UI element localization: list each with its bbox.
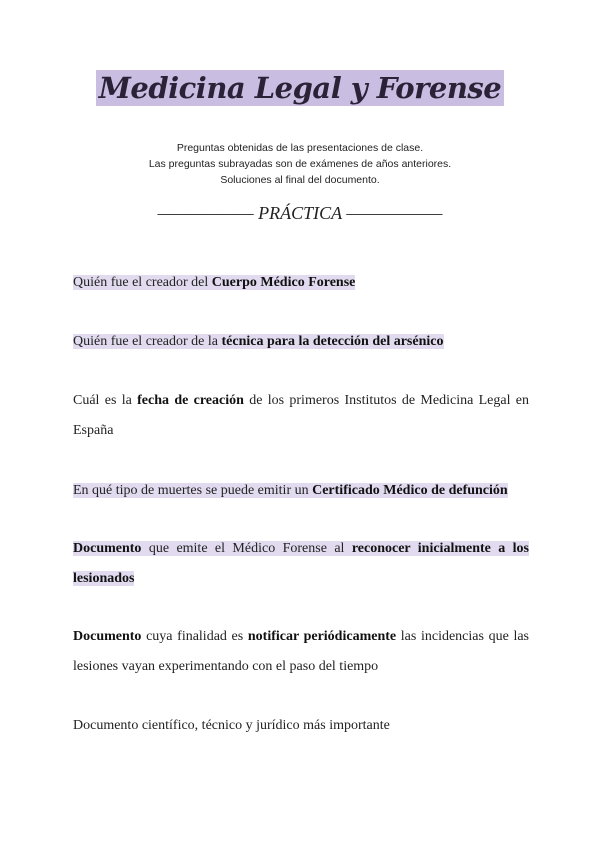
title-block: [0, 70, 600, 106]
question-5-keyword-a: Documento: [73, 541, 142, 556]
intro-line-3: Soluciones al final del documento.: [220, 174, 380, 186]
question-5: [73, 534, 529, 594]
question-7-text: Documento científico, técnico y jurídico más importante: [73, 718, 390, 733]
page-title: Medicina Legal y Forense: [96, 70, 504, 106]
question-3: [73, 386, 529, 446]
intro-line-1: Preguntas obtenidas de las presentaciones de clase.: [176, 142, 424, 154]
question-5-text: que emite el Médico Forense al: [141, 541, 352, 556]
intro-line-2: Las preguntas subrayadas son de exámenes de años anteriores.: [148, 158, 452, 170]
question-7: [73, 711, 529, 741]
question-2-highlight: [73, 334, 444, 349]
question-6-keyword-b: notificar periódicamente: [247, 629, 397, 644]
question-6-text-a: cuya finalidad es: [141, 629, 248, 644]
question-2: [73, 327, 529, 357]
intro-notes: [0, 140, 600, 188]
question-4-text: En qué tipo de muertes se puede emitir un: [73, 483, 313, 498]
question-6-text-b: las incidencias que las lesiones vayan experimentando con el paso del tiempo: [73, 629, 529, 674]
question-4-keyword: Certificado Médico de defunción: [312, 483, 508, 498]
question-1-highlight: [73, 275, 355, 290]
question-5-highlight: [73, 541, 529, 586]
question-4-highlight: [73, 483, 508, 498]
question-1-text: Quién fue el creador del: [73, 275, 212, 290]
question-3-keyword: fecha de creación: [137, 393, 244, 408]
question-2-text: Quién fue el creador de la: [73, 334, 222, 349]
question-6: [73, 622, 529, 682]
question-5-keyword-b: reconocer inicialmente a los lesionados: [73, 541, 529, 586]
question-3-text-b: de los primeros Institutos de Medicina Legal en España: [73, 393, 529, 438]
question-3-text-a: Cuál es la: [73, 393, 138, 408]
section-heading: —————— PRÁCTICA ——————: [157, 203, 443, 223]
question-2-keyword: técnica para la detección del arsénico: [221, 334, 444, 349]
question-1: [73, 268, 529, 298]
question-6-keyword-a: Documento: [73, 629, 142, 644]
question-4: [73, 476, 529, 506]
question-1-keyword: Cuerpo Médico Forense: [211, 275, 356, 290]
